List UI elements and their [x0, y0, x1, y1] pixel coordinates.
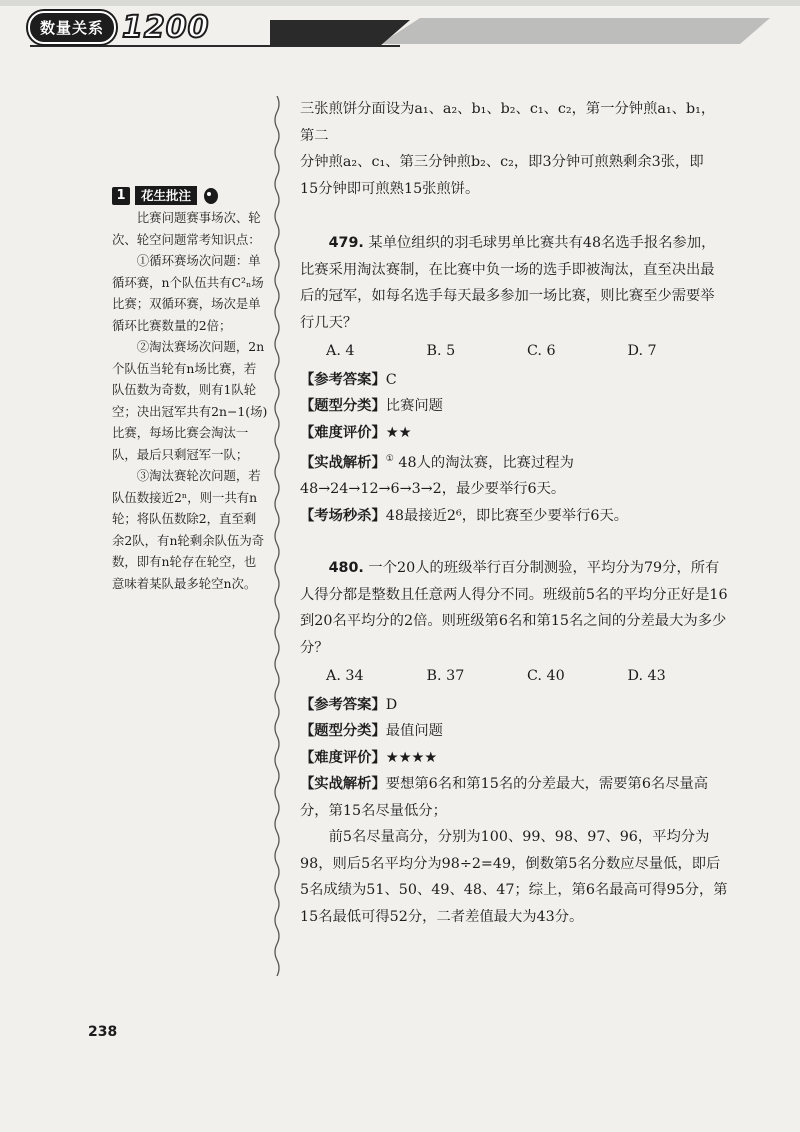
option-d: D. 7 [627, 343, 657, 359]
answer-options [300, 338, 728, 365]
analysis: 【实战解析】① 48人的淘汰赛，比赛过程为48→24→12→6→3→2，最少要举行6天。 [300, 454, 574, 498]
sidebar-paragraph: ①循环赛场次问题：单循环赛，n个队伍共有C²ₙ场比赛；双循环赛，场次是单循环比赛数量的2倍； [112, 253, 264, 333]
text-line: 15分钟即可煎熟15张煎饼。 [300, 180, 480, 197]
previous-solution-continuation [300, 96, 728, 202]
wavy-divider [272, 96, 282, 976]
question-type: 【题型分类】比赛问题 [300, 398, 443, 414]
page-number: 238 [88, 1024, 118, 1040]
question-479 [300, 230, 728, 529]
reference-answer: 【参考答案】C [300, 371, 397, 388]
difficulty-rating: 【难度评价】★★ [300, 424, 412, 441]
question-480 [300, 555, 728, 930]
question-text: 某单位组织的羽毛球男单比赛共有48名选手报名参加，比赛采用淘汰赛制，在比赛中负一场的选手即被淘汰，直至决出最后的冠军，如每名选手每天最多参加一场比赛，则比赛至少需要举行几天？ [300, 235, 716, 331]
series-title [28, 10, 210, 44]
question-text: 一个20人的班级举行百分制测验，平均分为79分，所有人得分都是整数且任意两人得分不同。班级前5名的平均分正好是16到20名平均分的2倍。则班级第6名和第15名之间的分差最大为多少分？ [300, 560, 728, 656]
option-c: C. 6 [527, 343, 556, 359]
text-line: 三张煎饼分面设为a₁、a₂、b₁、b₂、c₁、c₂，第一分钟煎a₁、b₁，第二 [300, 101, 716, 144]
option-a: A. 34 [326, 668, 364, 685]
difficulty-stars: ★★ [385, 424, 412, 441]
reference-answer: 【参考答案】D [300, 696, 398, 713]
question-stem [300, 230, 728, 336]
question-type: 【题型分类】最值问题 [300, 723, 443, 740]
sidebar-heading [112, 186, 268, 205]
series-number: 1200 [122, 9, 210, 45]
difficulty-rating: 【难度评价】★★★★ [300, 749, 438, 766]
sidebar-paragraph: 比赛问题赛事场次、轮次、轮空问题常考知识点： [112, 210, 261, 247]
peanut-notes-sidebar [112, 186, 268, 594]
sidebar-paragraph: ③淘汰赛轮次问题，若队伍数接近2ⁿ，则一共有n轮；将队伍数除2，直至剩余2队，有n轮剩余队伍为奇数，即有n轮存在轮空，也意味着某队最多轮空n次。 [112, 468, 265, 591]
peanut-icon [202, 187, 220, 205]
option-b: B. 37 [426, 668, 465, 685]
text-line: 分钟煎a₂、c₁、第三分钟煎b₂、c₂，即3分钟可煎熟剩余3张，即 [300, 154, 704, 170]
quick-solution: 【考场秒杀】48最接近2⁶，即比赛至少要举行6天。 [300, 507, 629, 524]
question-stem [300, 555, 728, 661]
header-bar [0, 0, 800, 56]
option-a: A. 4 [326, 343, 355, 359]
sidebar-badge-label: 花生批注 [135, 186, 197, 205]
sidebar-badge-number: 1 [112, 187, 130, 205]
main-content [300, 96, 728, 930]
analysis: 【实战解析】要想第6名和第15名的分差最大，需要第6名尽量高分，第15名尽量低分； [300, 776, 709, 819]
difficulty-stars: ★★★★ [385, 749, 438, 766]
question-number: 480. [328, 560, 364, 577]
analysis-continued: 前5名尽量高分，分别为100、99、98、97、96，平均分为98，则后5名平均分为98÷2=49，倒数第5名分数应尽量低，即后5名成绩为51、50、49、48、47；综上，第6名最高可得95分，第15名最低可得52分，二者差值最大为43分。 [300, 829, 728, 925]
option-d: D. 43 [627, 668, 666, 685]
option-b: B. 5 [426, 343, 456, 359]
answer-options [300, 663, 728, 690]
option-c: C. 40 [527, 668, 565, 685]
series-name: 数量关系 [28, 11, 116, 44]
footnote-marker: ① [385, 454, 394, 464]
question-number: 479. [328, 235, 364, 251]
sidebar-paragraph: ②淘汰赛场次问题，2n个队伍当轮有n场比赛，若队伍数为奇数，则有1队轮空；决出冠军共有2n−1(场)比赛，每场比赛会淘汰一队，最后只剩冠军一队； [112, 339, 268, 462]
